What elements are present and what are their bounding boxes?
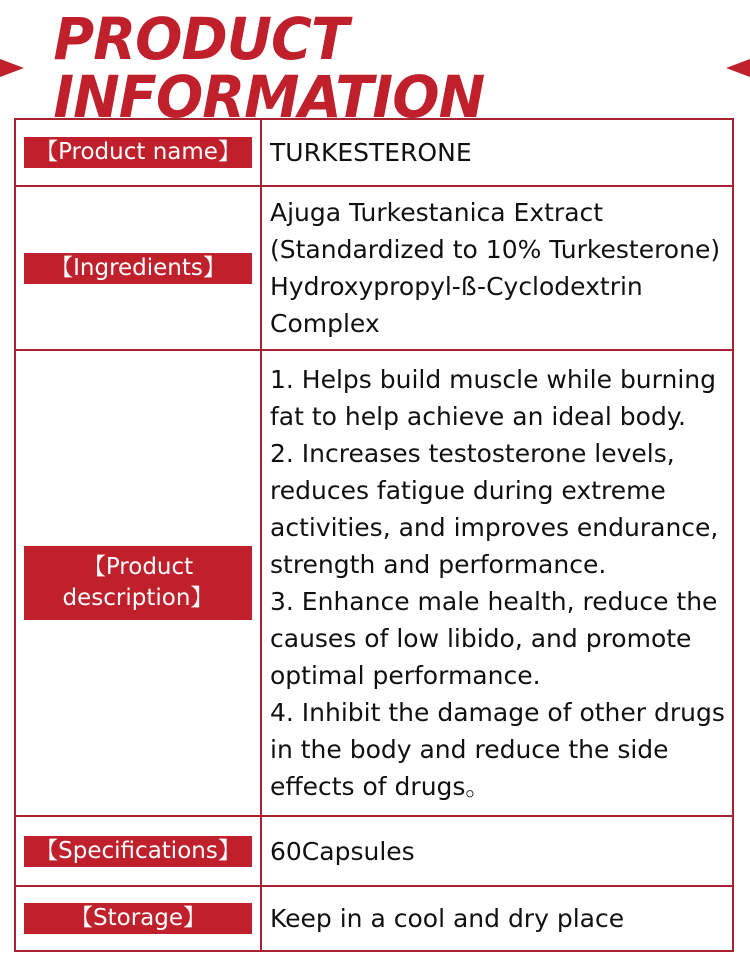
label-cell xyxy=(16,887,262,950)
value-product-name: TURKESTERONE xyxy=(270,138,472,167)
label-product-name: 【Product name】 xyxy=(24,137,252,168)
ingredients-line: Ajuga Turkestanica Extract xyxy=(270,198,604,227)
description-line: 1. Helps build muscle while burning xyxy=(270,365,716,394)
value-storage: Keep in a cool and dry place xyxy=(270,904,625,933)
description-line: optimal performance. xyxy=(270,661,541,690)
value-cell-storage xyxy=(262,887,732,950)
description-line: activities, and improves endurance, xyxy=(270,513,719,542)
label-specifications: 【Specifications】 xyxy=(24,836,252,867)
value-cell-product-name xyxy=(262,120,732,185)
table-row-specifications xyxy=(16,815,732,885)
description-line: causes of low libido, and promote xyxy=(270,624,692,653)
table-row-storage xyxy=(16,885,732,950)
value-specifications: 60Capsules xyxy=(270,836,415,866)
value-cell-specifications xyxy=(262,817,732,885)
label-storage: 【Storage】 xyxy=(24,903,252,934)
arrow-left-icon xyxy=(726,59,750,77)
label-line: 【Product xyxy=(82,554,194,580)
ingredients-line: Complex xyxy=(270,309,380,338)
table-row-ingredients xyxy=(16,185,732,349)
value-cell-product-description xyxy=(262,351,732,815)
product-info-table xyxy=(14,118,734,952)
label-cell xyxy=(16,120,262,185)
description-line: 3. Enhance male health, reduce the xyxy=(270,587,718,616)
label-cell xyxy=(16,817,262,885)
label-cell xyxy=(16,351,262,815)
label-ingredients: 【Ingredients】 xyxy=(24,253,252,284)
description-line: fat to help achieve an ideal body. xyxy=(270,402,686,431)
header xyxy=(0,5,750,131)
description-line: 2. Increases testosterone levels, xyxy=(270,439,675,468)
page-title: PRODUCT INFORMATION xyxy=(53,5,485,131)
description-line: effects of drugs。 xyxy=(270,772,491,801)
description-line: strength and performance. xyxy=(270,550,607,579)
ingredients-line: (Standardized to 10% Turkesterone) xyxy=(270,235,721,264)
label-product-description xyxy=(24,546,252,620)
description-line: in the body and reduce the side xyxy=(270,735,669,764)
table-row-product-description xyxy=(16,349,732,815)
arrow-right-icon xyxy=(0,59,24,77)
label-line: description】 xyxy=(62,585,214,611)
value-cell-ingredients xyxy=(262,187,732,349)
table-row-product-name xyxy=(16,120,732,185)
ingredients-line: Hydroxypropyl-ß-Cyclodextrin xyxy=(270,272,643,301)
description-line: 4. Inhibit the damage of other drugs xyxy=(270,698,725,727)
description-line: reduces fatigue during extreme xyxy=(270,476,666,505)
label-cell xyxy=(16,187,262,349)
